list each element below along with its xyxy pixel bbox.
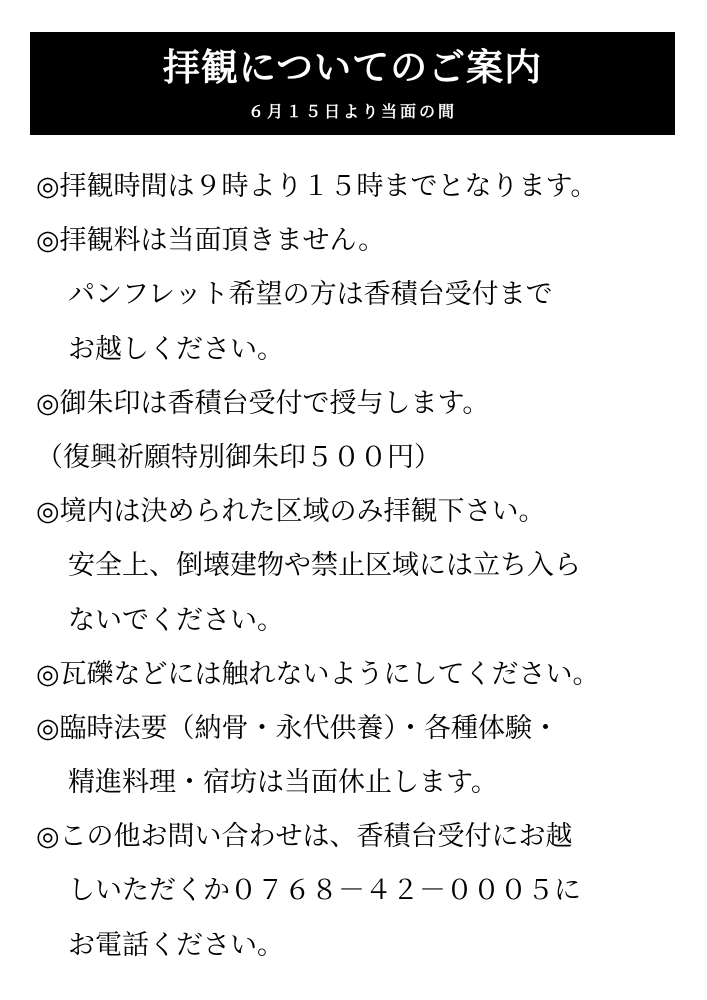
notice-line-hours: ◎拝観時間は９時より１５時までとなります。	[36, 171, 598, 202]
notice-header	[30, 32, 675, 135]
notice-line-inquiry: ◎この他お問い合わせは、香積台受付にお越	[36, 821, 573, 853]
notice-line-safety: 安全上、倒壊建物や禁止区域には立ち入ら	[68, 550, 581, 582]
notice-subtitle: ６月１５日より当面の間	[247, 102, 457, 121]
notice-line-goshuin-price: （復興祈願特別御朱印５００円）	[36, 441, 441, 473]
notice-line-services-cont: 精進料理・宿坊は当面休止します。	[68, 767, 498, 799]
notice-body	[36, 160, 676, 973]
notice-line-pamphlet: パンフレット希望の方は香積台受付まで	[68, 279, 553, 311]
notice-title: 拝観についてのご案内	[162, 46, 543, 89]
notice-line-phone-cont: お電話ください。	[68, 929, 284, 961]
notice-line-goshuin: ◎御朱印は香積台受付で授与します。	[36, 387, 490, 419]
notice-line-area: ◎境内は決められた区域のみ拝観下さい。	[36, 496, 546, 528]
notice-line-rubble: ◎瓦礫などには触れないようにしてください。	[36, 658, 600, 690]
notice-line-fee: ◎拝観料は当面頂きません。	[36, 225, 386, 257]
notice-line-safety-cont: ないでください。	[68, 604, 284, 636]
notice-line-pamphlet-cont: お越しください。	[68, 333, 284, 365]
notice-line-phone: しいただくか０７６８－４２－０００５に	[68, 875, 581, 907]
notice-line-services: ◎臨時法要（納骨・永代供養）・各種体験・	[36, 712, 560, 744]
